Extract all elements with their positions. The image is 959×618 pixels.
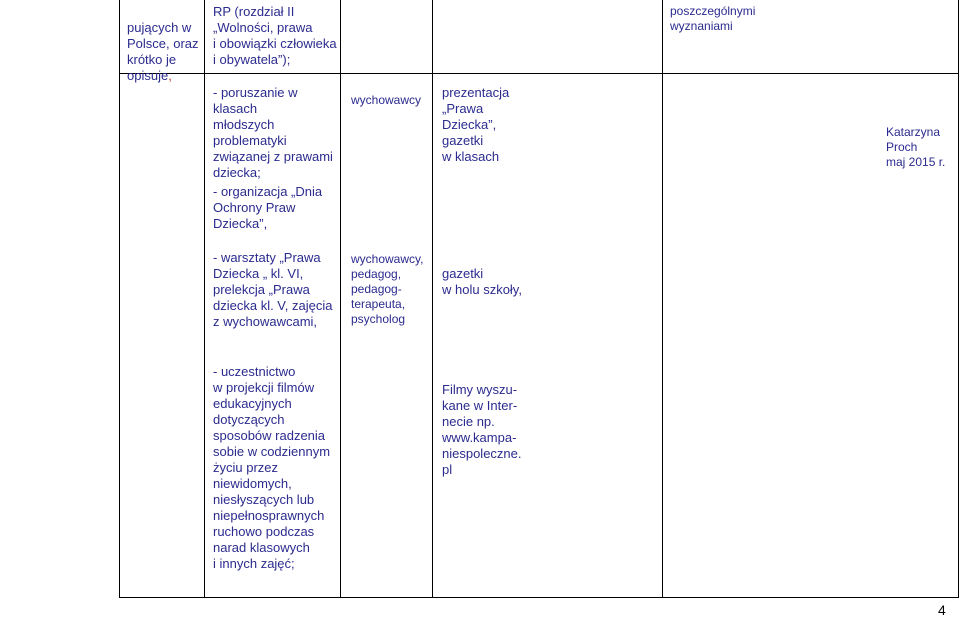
table-divider-col3 <box>340 0 341 598</box>
table-cell-r2-c3: wychowawcy <box>351 93 422 107</box>
table-cell-r3-c3: wychowawcy, pedagog, pedagog- terapeuta, psycholog <box>351 252 424 326</box>
table-cell-r3-c2: - warsztaty „Prawa Dziecka „ kl. VI, prelekcja „Prawa dziecka kl. V, zajęcia z wychowawcami, <box>213 250 333 329</box>
table-border-left <box>119 0 120 598</box>
table-cell-r1-c5: poszczególnymi wyznaniami <box>670 4 756 33</box>
table-cell-r1-c2: RP (rozdział II „Wolności, prawa i obowiązki człowieka i obywatela”); <box>213 4 337 67</box>
row-separator-1 <box>119 73 959 74</box>
accent-comma: , <box>168 68 172 83</box>
table-cell-r2-c2a: - poruszanie w klasach młodszych problematyki związanej z prawami dziecka; <box>213 85 333 180</box>
table-cell-r3-c4: gazetki w holu szkoły, <box>442 266 522 297</box>
table-divider-col5 <box>662 0 663 598</box>
table-divider-col2 <box>204 0 205 598</box>
table-cell-r2-c5: Katarzyna Proch maj 2015 r. <box>886 125 946 169</box>
table-cell-r2-c4: prezentacja „Prawa Dziecka”, gazetki w klasach <box>442 85 510 164</box>
table-border-bottom <box>119 597 959 598</box>
cell-text: pujących w Polsce, oraz krótko je opisuje <box>127 20 199 83</box>
table-cell-r1-c1 <box>127 4 201 84</box>
page-number: 4 <box>938 602 946 618</box>
table-cell-r2-c2b: - organizacja „Dnia Ochrony Praw Dziecka”, <box>213 184 323 231</box>
table-cell-r4-c4: Filmy wyszu- kane w Inter- necie np. www.kampa- niespoleczne. pl <box>442 382 522 477</box>
table-cell-r4-c2: - uczestnictwo w projekcji filmów edukacyjnych dotyczących sposobów radzenia sobie w codziennym życiu przez niewidomych, niesłyszących lub niepełnosprawnych ruchowo podczas narad klasowych i innych zajęć; <box>213 364 331 571</box>
